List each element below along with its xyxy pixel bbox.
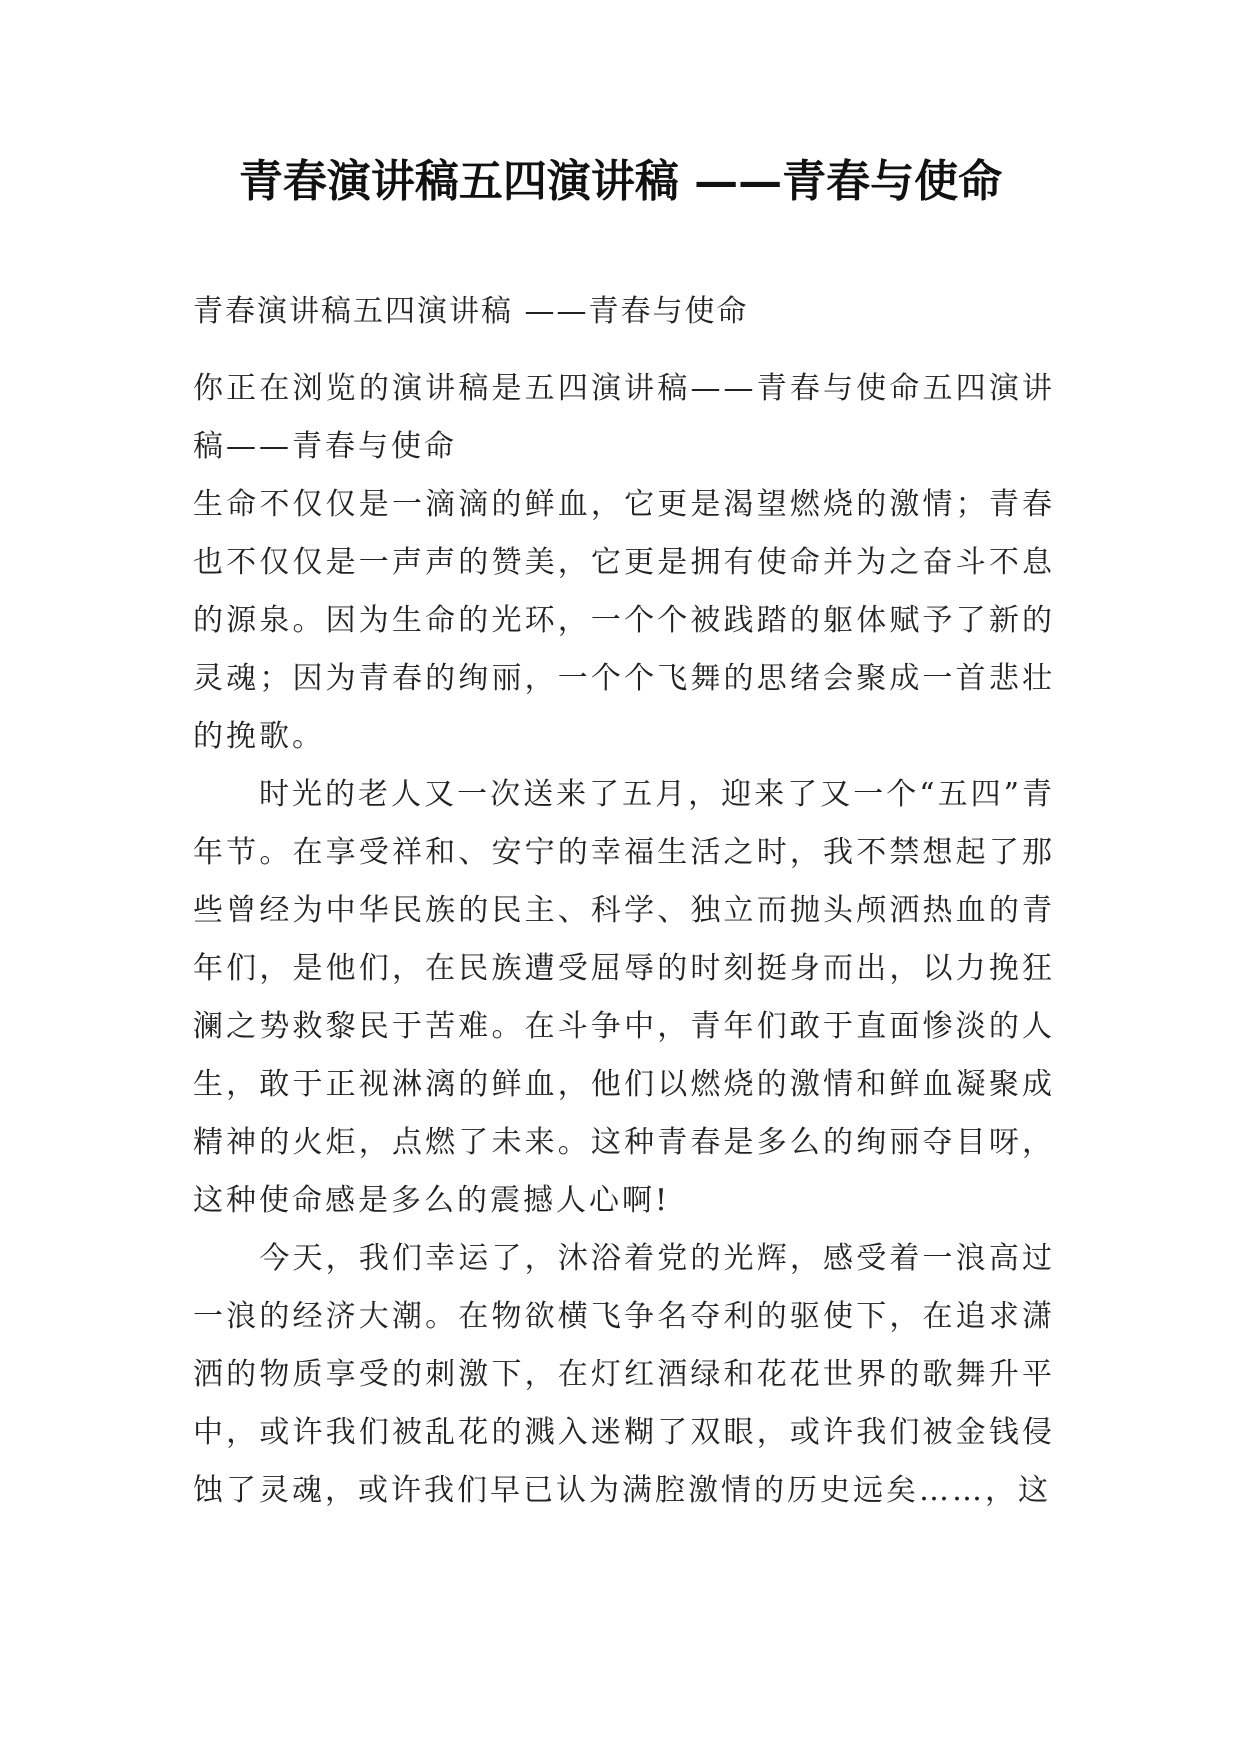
document-body (193, 360, 1055, 1520)
body-paragraph-1: 生命不仅仅是一滴滴的鲜血，它更是渴望燃烧的激情；青春也不仅仅是一声声的赞美，它更是拥有使命并为之奋斗不息的源泉。因为生命的光环，一个个被践踏的躯体赋予了新的灵魂；因为青春的绚丽，一个个飞舞的思绪会聚成一首悲壮的挽歌。 (193, 487, 1055, 754)
body-paragraph-3: 今天，我们幸运了，沐浴着党的光辉，感受着一浪高过一浪的经济大潮。在物欲横飞争名夺利的驱使下，在追求潇洒的物质享受的刺激下，在灯红酒绿和花花世界的歌舞升平中，或许我们被乱花的溅入迷糊了双眼，或许我们被金钱侵蚀了灵魂，或许我们早已认为满腔激情的历史远矣……，这 (193, 1241, 1055, 1508)
document-title: 青春演讲稿五四演讲稿 ——青春与使命 (238, 156, 1003, 207)
document-subtitle: 青春演讲稿五四演讲稿 ——青春与使命 (193, 294, 749, 329)
body-paragraph-2: 时光的老人又一次送来了五月，迎来了又一个“五四”青年节。在享受祥和、安宁的幸福生活之时，我不禁想起了那些曾经为中华民族的民主、科学、独立而抛头颅洒热血的青年们，是他们，在民族遭受屈辱的时刻挺身而出，以力挽狂澜之势救黎民于苦难。在斗争中，青年们敢于直面惨淡的人生，敢于正视淋漓的鲜血，他们以燃烧的激情和鲜血凝聚成精神的火炬，点燃了未来。这种青春是多么的绚丽夺目呀，这种使命感是多么的震撼人心啊! (193, 777, 1055, 1218)
intro-paragraph: 你正在浏览的演讲稿是五四演讲稿——青春与使命五四演讲稿——青春与使命 (193, 371, 1055, 464)
